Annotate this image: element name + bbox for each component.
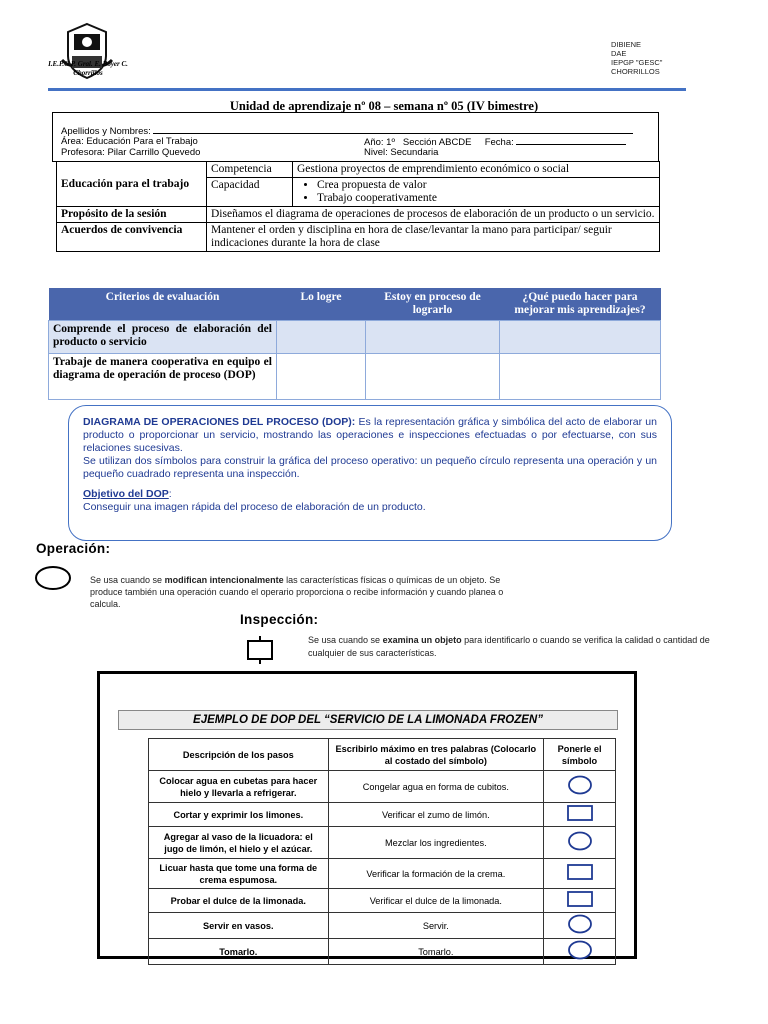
capacidad-list (293, 178, 660, 207)
year-text: Año: 1º (364, 137, 395, 148)
operation-circle-cell (544, 827, 616, 859)
competencia-value: Gestiona proyectos de emprendimiento económico o social (293, 162, 660, 178)
dop-example-frame (97, 671, 637, 959)
dop-definition-box: DIAGRAMA DE OPERACIONES DEL PROCESO (DOP): Es la representación gráfica y simbólica del acto de elaborar un producto o proporcionar un servicio, mostrando las operaciones e inspecciones efectuadas o por efectuarse, con sus relaciones sucesivas. Se utilizan dos símbolos para construir la gráfica del proceso operativo: un pequeño círculo representa una operación y un pequeño cuadrado representa una inspección. Objetivo del DOP: Conseguir una imagen rápida del proceso de elaboración de un producto. (68, 405, 672, 541)
short-header: Escribirlo máximo en tres palabras (Colocarlo al costado del símbolo) (328, 739, 543, 771)
capacidad-label: Capacidad (207, 178, 293, 207)
criteria-row: Comprende el proceso de elaboración del producto o servicio (49, 321, 661, 354)
operation-circle-cell (544, 939, 616, 965)
step-short-text: Servir. (328, 913, 543, 939)
area-text: Área: Educación Para el Trabajo (61, 136, 198, 147)
inspection-square-cell (544, 859, 616, 889)
operation-circle-icon (34, 565, 72, 591)
teacher-text: Profesora: Pilar Carrillo Quevedo (61, 147, 201, 158)
step-short-text: Verificar el dulce de la limonada. (328, 889, 543, 913)
steps-header: Descripción de los pasos (149, 739, 329, 771)
proposito-label: Propósito de la sesión (57, 207, 207, 223)
dop-term: DIAGRAMA DE OPERACIONES DEL PROCESO (DOP): (83, 416, 356, 428)
table-row (149, 803, 616, 827)
school-crest-logo (56, 20, 118, 92)
symbol-header: Ponerle el símbolo (544, 739, 616, 771)
in-progress-header: Estoy en proceso de lograrlo (366, 288, 500, 321)
criteria-table (48, 288, 661, 400)
operation-circle-icon (567, 831, 593, 851)
competencia-label: Competencia (207, 162, 293, 178)
improve-cell[interactable] (500, 321, 661, 354)
dop-objective-label: Objetivo del DOP (83, 488, 169, 500)
step-description: Servir en vasos. (149, 913, 329, 939)
achieved-cell[interactable] (277, 321, 366, 354)
date-label: Fecha: (484, 137, 514, 148)
in-progress-cell[interactable] (366, 354, 500, 400)
unit-title: Unidad de aprendizaje nº 08 – semana nº 05 (IV bimestre) (229, 99, 539, 113)
dop-objective-text: Conseguir una imagen rápida del proceso de elaboración de un producto. (83, 501, 426, 513)
criteria-row: Trabaje de manera cooperativa en equipo el diagrama de operación de proceso (DOP) (49, 354, 661, 400)
step-short-text: Verificar la formación de la crema. (328, 859, 543, 889)
section-text: Sección ABCDE (402, 137, 472, 148)
names-field[interactable] (153, 125, 633, 134)
inspection-title: Inspección: (240, 612, 319, 627)
step-short-text: Tomarlo. (328, 939, 543, 965)
table-row (149, 913, 616, 939)
table-row (149, 827, 616, 859)
school-caption: I.E.P.G.P. Gral. E. Boyer C. Chorrillos (48, 60, 128, 77)
student-info-box (52, 112, 659, 162)
step-description: Probar el dulce de la limonada. (149, 889, 329, 913)
operation-circle-icon (567, 914, 593, 934)
inspection-description: Se usa cuando se examina un objeto para identificarlo o cuando se verifica la calidad o cantidad de cualquier de sus características. (308, 635, 710, 658)
step-description: Colocar agua en cubetas para hacer hielo y llevarla a refrigerar. (149, 771, 329, 803)
inspection-square-icon (566, 890, 594, 908)
inspection-square-icon (566, 863, 594, 881)
improve-cell[interactable] (500, 354, 661, 400)
acuerdos-value: Mantener el orden y disciplina en hora de clase/levantar la mano para participar/ seguir indicaciones durante la hora de clase (207, 223, 660, 252)
acuerdos-label: Acuerdos de convivencia (57, 223, 207, 252)
operation-circle-cell (544, 771, 616, 803)
header-divider (48, 88, 686, 91)
example-table-body (149, 771, 616, 965)
proposito-value: Diseñamos el diagrama de operaciones de procesos de elaboración de un producto o un servicio. (207, 207, 660, 223)
subject-cell: Educación para el trabajo (57, 162, 207, 207)
table-row (149, 939, 616, 965)
operation-circle-icon (567, 775, 593, 795)
table-row (149, 889, 616, 913)
competence-table (56, 161, 660, 252)
example-title: EJEMPLO DE DOP DEL “SERVICIO DE LA LIMONADA FROZEN” (118, 710, 618, 730)
inspection-square-cell (544, 803, 616, 827)
improve-header: ¿Qué puedo hacer para mejorar mis aprendizajes? (500, 288, 661, 321)
criteria-header: Criterios de evaluación (49, 288, 277, 321)
dop-definition: Es la representación gráfica y simbólica del acto de elaborar un producto o proporcionar un servicio, mostrando las operaciones e inspecciones efectuadas o por efectuarse, con sus relaciones sucesivas. (83, 416, 657, 454)
operation-circle-cell (544, 913, 616, 939)
table-row (149, 771, 616, 803)
capacidad-item: • Crea propuesta de valor (317, 179, 655, 192)
step-short-text: Congelar agua en forma de cubitos. (328, 771, 543, 803)
operation-description: Se usa cuando se modifican intencionalmente las características físicas o químicas de un objeto. Se produce también una operación cuando el operario proporciona o recibe información y cuando planea o calcula. (90, 575, 504, 609)
inspection-square-icon (246, 636, 274, 664)
inspection-square-icon (566, 804, 594, 822)
step-description: Cortar y exprimir los limones. (149, 803, 329, 827)
step-short-text: Mezclar los ingredientes. (328, 827, 543, 859)
institution-block: DIBIENE DAE IEPGP "GESC" CHORRILLOS (611, 40, 663, 76)
date-field[interactable] (516, 136, 626, 145)
dop-symbols-text: Se utilizan dos símbolos para construir la gráfica del proceso operativo: un pequeño círculo representa una operación y un pequeño cuadrado representa una inspección. (83, 455, 657, 480)
inspection-square-cell (544, 889, 616, 913)
step-description: Licuar hasta que tome una forma de crema espumosa. (149, 859, 329, 889)
example-table (148, 738, 616, 965)
achieved-header: Lo logre (277, 288, 366, 321)
step-description: Agregar al vaso de la licuadora: el jugo de limón, el hielo y el azúcar. (149, 827, 329, 859)
names-label: Apellidos y Nombres: (61, 126, 151, 137)
operation-title: Operación: (36, 541, 111, 556)
achieved-cell[interactable] (277, 354, 366, 400)
capacidad-item: • Trabajo cooperativamente (317, 192, 655, 205)
table-row (149, 859, 616, 889)
step-short-text: Verificar el zumo de limón. (328, 803, 543, 827)
operation-circle-icon (567, 940, 593, 960)
level-text: Nivel: Secundaria (364, 147, 439, 158)
step-description: Tomarlo. (149, 939, 329, 965)
in-progress-cell[interactable] (366, 321, 500, 354)
